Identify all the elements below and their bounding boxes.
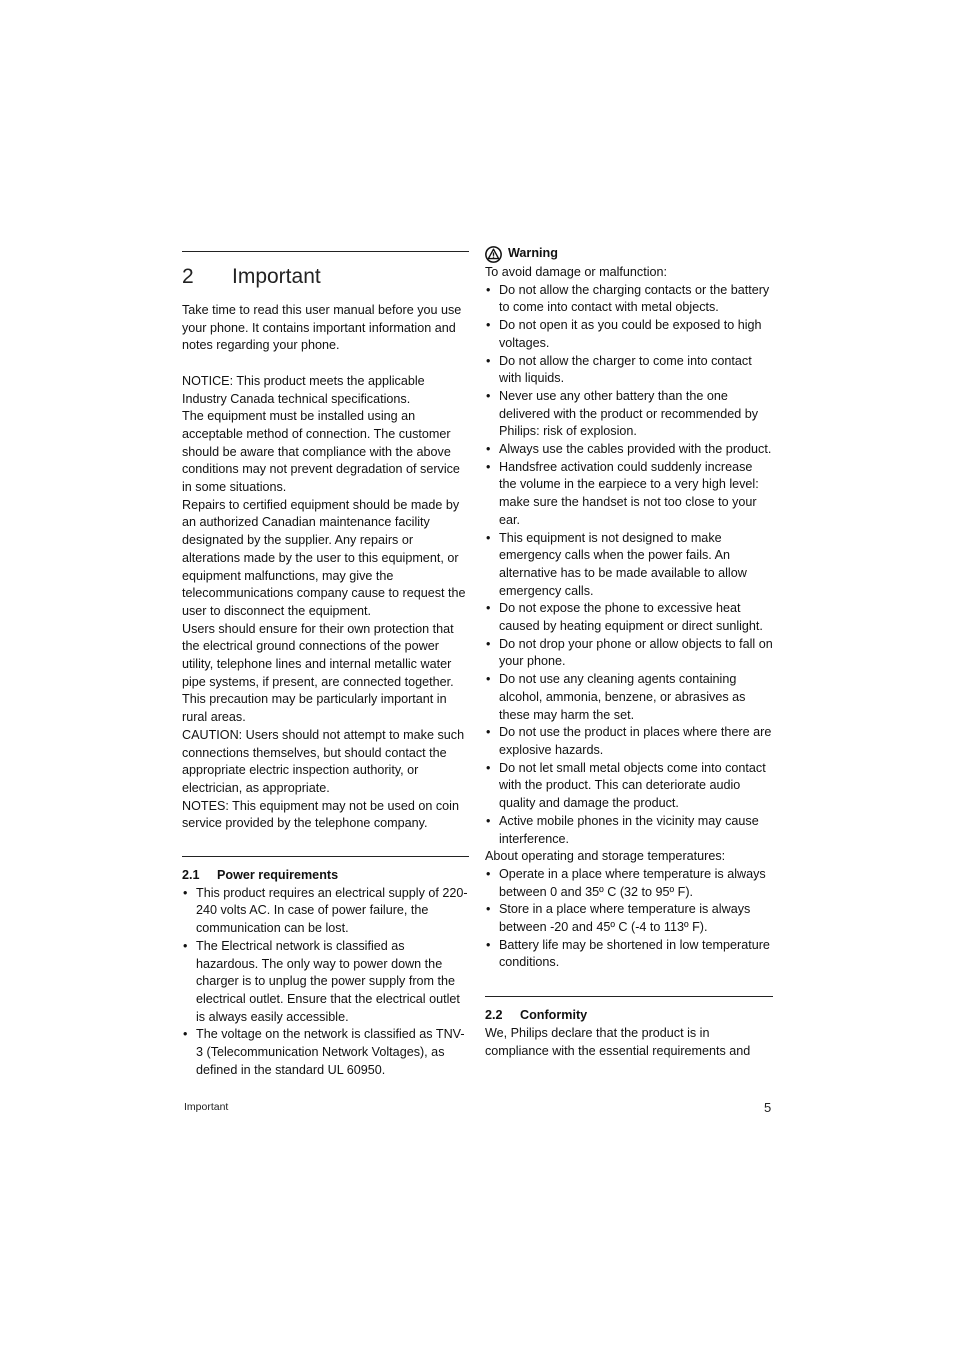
notice-paragraph: NOTICE: This product meets the applicable Industry Canada technical specifications. (182, 373, 425, 406)
warning-lead: To avoid damage or malfunction: (485, 265, 668, 279)
section-number: 2.2 (485, 1008, 503, 1023)
page-number: 5 (764, 1100, 772, 1115)
notice-paragraph: The equipment must be installed using an acceptable method of connection. The customer should be aware that compliance with the above conditions may not prevent degradation of service in some situations. (182, 409, 460, 495)
list-item: • Do not drop your phone or allow objects to fall on your phone. (485, 636, 773, 671)
notice-paragraph: Users should ensure for their own protection that the electrical ground connections of the power utility, telephone lines and internal metallic water pipe systems, if present, are connected together. This precaution may be particularly important in rural areas. (182, 621, 454, 725)
list-item: • Battery life may be shortened in low temperature conditions. (485, 937, 773, 972)
chapter-title: Important (232, 265, 321, 288)
list-item: • Active mobile phones in the vicinity may cause interference. (485, 813, 773, 848)
chapter-rule (182, 251, 469, 252)
list-item: • Do not use any cleaning agents containing alcohol, ammonia, benzene, or abrasives as these may harm the set. (485, 671, 773, 724)
list-item: • Do not open it as you could be exposed to high voltages. (485, 317, 773, 352)
list-item: • This equipment is not designed to make emergency calls when the power fails. An alternative has to be made available to allow emergency calls. (485, 530, 773, 601)
temperature-lead: About operating and storage temperatures: (485, 849, 726, 864)
list-item: • Handsfree activation could suddenly increase the volume in the earpiece to a very high level: make sure the handset is not too close to your ear. (485, 459, 773, 530)
list-item: • The Electrical network is classified as hazardous. The only way to power down the charger is to unplug the power supply from the electrical outlet. Ensure that the electrical outlet is always easily accessible. (182, 938, 469, 1027)
chapter-heading (182, 264, 469, 290)
list-item: • Never use any other battery than the one delivered with the product or recommended by Philips: risk of explosion. (485, 388, 773, 441)
right-column (485, 244, 773, 1060)
warning-heading (485, 244, 773, 264)
list-item: • Do not let small metal objects come into contact with the product. This can deteriorate audio quality and damage the product. (485, 760, 773, 813)
list-item: • Store in a place where temperature is always between -20 and 45º C (-4 to 113º F). (485, 901, 773, 936)
temperature-list (485, 866, 773, 972)
list-item: • This product requires an electrical supply of 220-240 volts AC. In case of power failure, the communication can be lost. (182, 885, 469, 938)
section-number: 2.1 (182, 868, 200, 883)
section-rule (485, 996, 773, 997)
section-heading-conformity (485, 1007, 773, 1025)
notice-paragraph: CAUTION: Users should not attempt to make such connections themselves, but should contact the appropriate electric inspection authority, or electrician, as appropriate. (182, 727, 465, 795)
intro-paragraph: Take time to read this user manual before you use your phone. It contains important information and notes regarding your phone. (182, 303, 462, 353)
footer-label: Important (184, 1101, 229, 1113)
list-item: • Do not expose the phone to excessive heat caused by heating equipment or direct sunlight. (485, 600, 773, 635)
warning-list (485, 282, 773, 849)
warning-title: Warning (508, 246, 558, 261)
chapter-number: 2 (182, 265, 194, 288)
left-column (182, 251, 469, 1080)
section-rule (182, 856, 469, 857)
power-list (182, 885, 469, 1080)
section-title: Power requirements (217, 868, 339, 883)
section-heading-power (182, 867, 469, 885)
section-title: Conformity (520, 1008, 588, 1023)
list-item: • Always use the cables provided with the product. (485, 441, 773, 459)
list-item: • Operate in a place where temperature is always between 0 and 35º C (32 to 95º F). (485, 866, 773, 901)
notice-paragraph: Repairs to certified equipment should be made by an authorized Canadian maintenance facility designated by the supplier. Any repairs or alterations made by the user to this equipment, or equipment malfunctions, may give the telecommunications company cause to request the user to disconnect the equipment. (182, 497, 466, 618)
list-item: • Do not allow the charger to come into contact with liquids. (485, 353, 773, 388)
conformity-text: We, Philips declare that the product is in compliance with the essential requirements and (485, 1025, 751, 1058)
list-item: • Do not allow the charging contacts or the battery to come into contact with metal objects. (485, 282, 773, 317)
list-item: • The voltage on the network is classified as TNV-3 (Telecommunication Network Voltages), as defined in the standard UL 60950. (182, 1026, 469, 1079)
warning-icon (485, 246, 502, 263)
list-item: • Do not use the product in places where there are explosive hazards. (485, 724, 773, 759)
notice-paragraph: NOTES: This equipment may not be used on coin service provided by the telephone company. (182, 798, 459, 831)
